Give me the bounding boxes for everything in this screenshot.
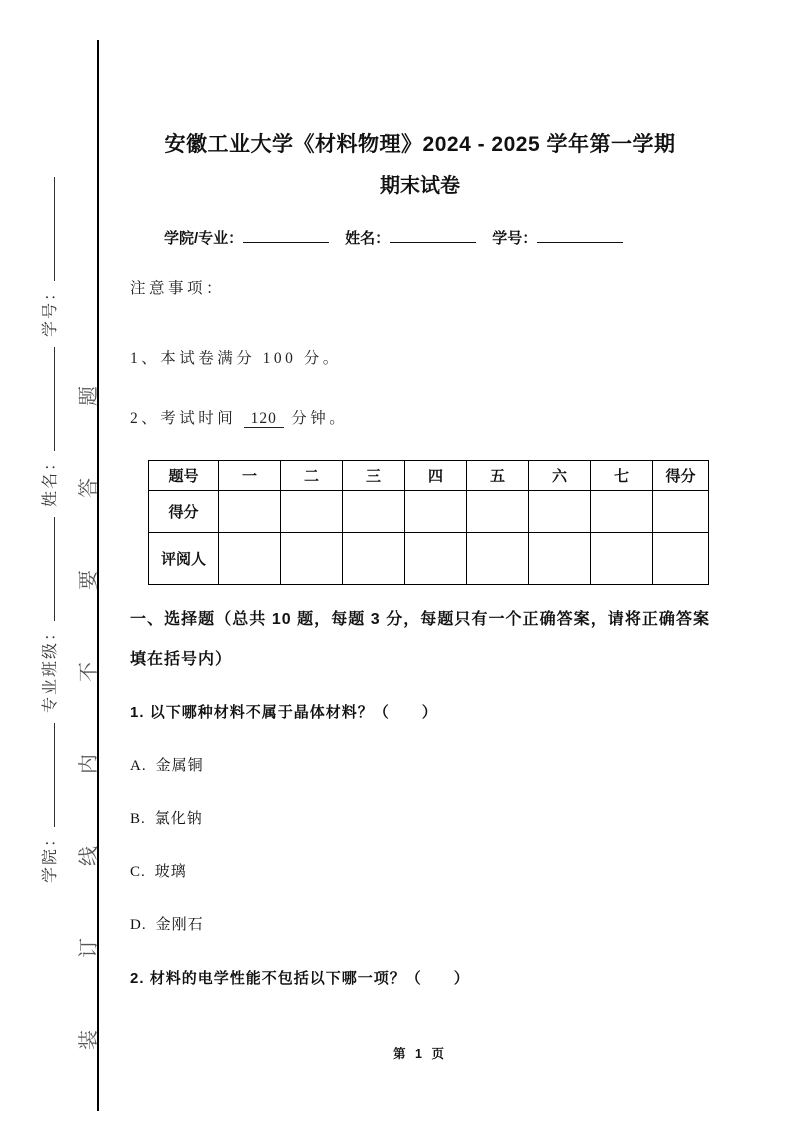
note-exam-duration — [130, 408, 348, 430]
score-table-cell — [653, 533, 709, 585]
sidebar-college-label: 学院： — [42, 829, 59, 884]
page-number: 第 1 页 — [393, 1047, 447, 1061]
reviewer-row-label: 评阅人 — [149, 533, 219, 585]
score-table-cell — [219, 491, 281, 533]
score-table-score-row — [149, 491, 709, 533]
sidebar-class-label: 专业班级： — [42, 623, 59, 714]
score-table-cell — [219, 533, 281, 585]
score-table-header-cell: 三 — [343, 461, 405, 491]
score-table-cell — [591, 491, 653, 533]
question-2-text: 材料的电学性能不包括以下哪一项？（ ） — [149, 970, 470, 987]
score-table-header-cell: 五 — [467, 461, 529, 491]
score-table-cell — [529, 533, 591, 585]
college-major-label: 学院/专业： — [164, 230, 244, 247]
question-1-option-a — [130, 756, 710, 776]
exam-content — [130, 0, 710, 1122]
question-1-option-c — [130, 862, 710, 882]
option-a-text: 金属铜 — [155, 757, 204, 774]
question-1-option-b — [130, 809, 710, 829]
score-table-cell — [653, 491, 709, 533]
score-table-cell — [281, 533, 343, 585]
score-table-header-cell: 一 — [219, 461, 281, 491]
score-table-header-cell: 得分 — [653, 461, 709, 491]
question-1-option-d — [130, 915, 710, 935]
name-blank — [390, 228, 476, 243]
score-table-cell — [467, 491, 529, 533]
option-b-text: 氯化钠 — [154, 810, 203, 827]
binding-notice-text: 装订线内不要答题 — [78, 314, 100, 1050]
score-table-cell — [281, 491, 343, 533]
option-d-key: D. — [130, 917, 147, 933]
exam-title-line2: 期末试卷 — [380, 175, 460, 197]
option-d-text: 金刚石 — [155, 916, 204, 933]
score-table-cell — [343, 491, 405, 533]
question-1-text: 以下哪种材料不属于晶体材料？（ ） — [149, 704, 438, 721]
score-row-label: 得分 — [149, 491, 219, 533]
sidebar-college-blank — [39, 723, 55, 827]
note-duration-value: 120 — [244, 410, 284, 428]
student-id-blank — [537, 228, 623, 243]
sidebar-student-id-label: 学号： — [42, 282, 59, 337]
question-2-number: 2. — [130, 970, 145, 987]
student-info-vertical-form — [37, 135, 61, 915]
question-1 — [130, 702, 710, 723]
name-label: 姓名： — [345, 230, 391, 247]
note-full-score: 1、本试卷满分 100 分。 — [130, 350, 342, 367]
question-2 — [130, 968, 710, 989]
score-table-cell — [405, 491, 467, 533]
score-table-cell — [405, 533, 467, 585]
score-table-header-cell: 二 — [281, 461, 343, 491]
sidebar-name-label: 姓名： — [42, 452, 59, 507]
sidebar-student-id-blank — [39, 177, 55, 281]
score-table-header-cell: 七 — [591, 461, 653, 491]
score-table-header-row — [149, 461, 709, 491]
sidebar-class-blank — [39, 517, 55, 621]
option-c-key: C. — [130, 864, 146, 880]
student-id-label: 学号： — [492, 230, 538, 247]
score-table-reviewer-row — [149, 533, 709, 585]
note-duration-suffix: 分钟。 — [291, 410, 349, 427]
option-b-key: B. — [130, 811, 146, 827]
score-table-cell — [343, 533, 405, 585]
note-duration-prefix: 2、考试时间 — [130, 410, 237, 427]
score-table-cell — [529, 491, 591, 533]
exam-title-line1: 安徽工业大学《材料物理》2024 - 2025 学年第一学期 — [164, 133, 676, 156]
student-info-form — [130, 228, 710, 250]
notes-heading: 注意事项： — [130, 280, 226, 297]
score-table-header-cell: 六 — [529, 461, 591, 491]
option-c-text: 玻璃 — [154, 863, 187, 880]
score-table — [148, 460, 709, 585]
score-table-cell — [467, 533, 529, 585]
score-table-header-cell: 题号 — [149, 461, 219, 491]
section1-heading: 一、选择题（总共 10 题，每题 3 分，每题只有一个正确答案，请将正确答案填在括号内） — [130, 611, 710, 668]
score-table-header-cell: 四 — [405, 461, 467, 491]
college-major-blank — [243, 228, 329, 243]
sidebar-name-blank — [39, 347, 55, 451]
question-1-number: 1. — [130, 704, 145, 721]
option-a-key: A. — [130, 758, 147, 774]
score-table-cell — [591, 533, 653, 585]
